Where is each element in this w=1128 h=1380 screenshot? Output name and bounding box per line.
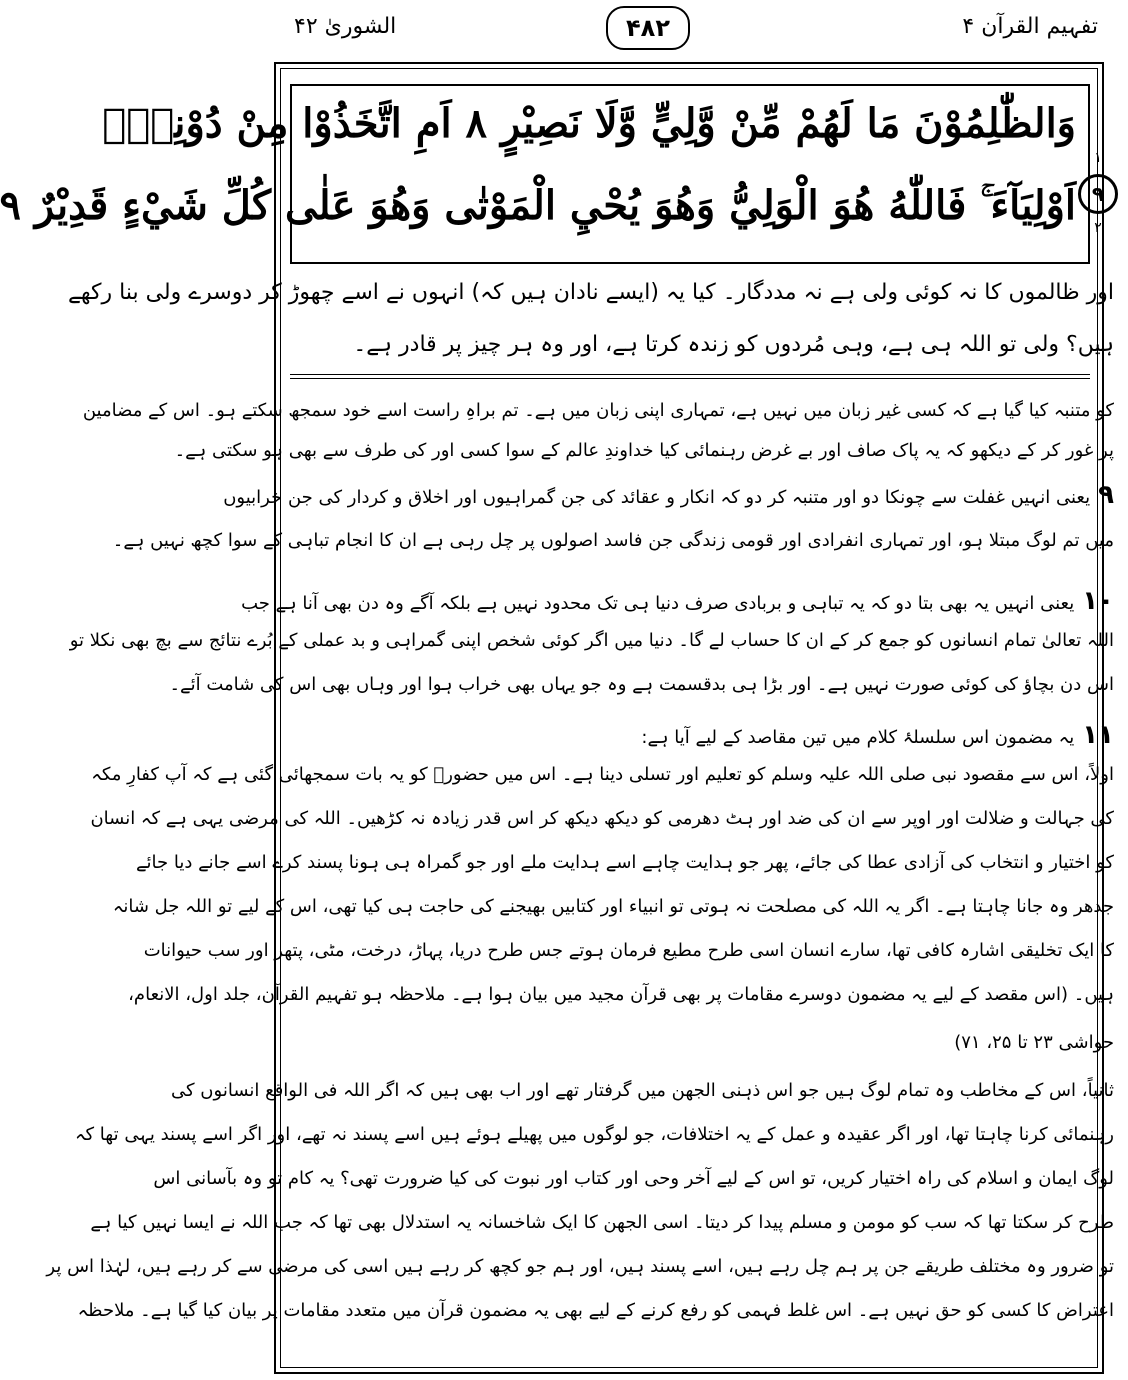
note-10-line bbox=[241, 586, 1114, 616]
note-line: جدھر وہ جانا چاہتا ہے۔ اگر یہ اللہ کی مصلحت نہ ہوتی تو انبیاء اور کتابیں بھیجنے کی حاجت ہی کیا تھی، اس کے لیے تو اللہ جل شانہ bbox=[112, 896, 1114, 917]
note-line: تو ضرور وہ مختلف طریقے جن پر ہم چل رہے ہیں، اسے پسند ہیں، اور ہم جو کچھ کر رہے ہیں اسی کی مرضی سے کر رہے ہیں، لہٰذا اس پر bbox=[46, 1256, 1114, 1277]
note-11-text: یہ مضمون اس سلسلۂ کلام میں تین مقاصد کے لیے آیا ہے: bbox=[641, 727, 1075, 748]
note-9-marker: ۹ bbox=[1098, 480, 1114, 510]
note-line: میں تم لوگ مبتلا ہو، اور تمہاری انفرادی اور قومی زندگی جن فاسد اصولوں پر چل رہی ہے ان کا انجام تباہی کے سوا کچھ نہیں ہے۔ bbox=[112, 530, 1114, 551]
note-line: رہنمائی کرنا چاہتا تھا، اور اگر عقیدہ و عمل کے یہ اختلافات، جو لوگوں میں پھیلے ہوئے ہیں اسے پسند نہ تھے، اور اگر اسے پسند یہی تھا کہ bbox=[74, 1124, 1114, 1145]
note-11-line bbox=[342, 720, 1114, 750]
note-line: حواشی ۲۳ تا ۲۵، ۷۱) bbox=[954, 1032, 1114, 1053]
note-line: ہیں۔ (اس مقصد کے لیے یہ مضمون دوسرے مقامات پر بھی قرآن مجید میں بیان ہوا ہے۔ ملاحظہ ہو تفہیم القرآن، جلد اول، الانعام، bbox=[128, 984, 1114, 1005]
translation-line: اور ظالموں کا نہ کوئی ولی ہے نہ مددگار۔ کیا یہ (ایسے نادان ہیں کہ) انہوں نے اسے چھوڑ کر دوسرے ولی بنا رکھے bbox=[68, 280, 1114, 305]
divider bbox=[290, 378, 1090, 379]
note-9-line bbox=[223, 480, 1114, 510]
note-line: طرح کر سکتا تھا کہ سب کو مومن و مسلم پیدا کر دیتا۔ اسی الجھن کا ایک شاخسانہ یہ استدلال بھی تھا کہ جب اللہ نے ایسا نہیں کیا ہے bbox=[90, 1212, 1114, 1233]
note-line: اس دن بچاؤ کی کوئی صورت نہیں ہے۔ اور بڑا ہی بدقسمت ہے وہ جو یہاں بھی خراب ہوا اور وہاں بھی اس کی شامت آئے۔ bbox=[169, 674, 1114, 695]
note-line: پر غور کر کے دیکھو کہ یہ پاک صاف اور بے غرض رہنمائی کیا خداوندِ عالم کے سوا کسی اور کی طرف سے بھی ہو سکتی ہے۔ bbox=[174, 440, 1114, 461]
note-line: اعتراض کا کسی کو حق نہیں ہے۔ اس غلط فہمی کو رفع کرنے کے لیے بھی یہ مضمون قرآن میں متعدد مقامات پر بیان کیا گیا ہے۔ ملاحظہ bbox=[77, 1300, 1114, 1321]
page-number: ۴۸۲ bbox=[606, 6, 690, 50]
note-line: ثانیاً، اس کے مخاطب وہ تمام لوگ ہیں جو اس ذہنی الجھن میں گرفتار تھے اور اب بھی ہیں کہ اگر اللہ فی الواقع انسانوں کی bbox=[171, 1080, 1114, 1101]
note-11-marker: ۱۱ bbox=[1082, 720, 1114, 750]
ruku-bottom-number: ۲ bbox=[1094, 220, 1102, 236]
page-header bbox=[264, 0, 1128, 56]
book-title: تفہیم القرآن ۴ bbox=[962, 14, 1098, 39]
ayah-box bbox=[0, 84, 1090, 264]
note-line: کو اختیار و انتخاب کی آزادی عطا کی جائے، پھر جو ہدایت چاہے اسے ہدایت ملے اور جو گمراہ ہی ہونا پسند کرے اسے جانے دیا جائے bbox=[135, 852, 1114, 873]
ayah-line-1: وَالظّٰلِمُوْنَ مَا لَهُمْ مِّنْ وَّلِيٍّ وَّلَا نَصِيْرٍ ۸ اَمِ اتَّخَذُوْا مِنْ دُوْنِهٖٓ bbox=[102, 100, 1076, 147]
note-line: اولاً، اس سے مقصود نبی صلی اللہ علیہ وسلم کو تعلیم اور تسلی دینا ہے۔ اس میں حضورؐ کو یہ بات سمجھائی گئی ہے کہ آپ کفارِ مکہ bbox=[91, 764, 1114, 785]
note-line: کو متنبہ کیا گیا ہے کہ کسی غیر زبان میں نہیں ہے، تمہاری اپنی زبان میں ہے۔ تم براہِ راست اسے خود سمجھ سکتے ہو۔ اس کے مضامین bbox=[82, 400, 1114, 421]
ruku-top-number: ۱ bbox=[1094, 150, 1102, 166]
note-10-marker: ۱۰ bbox=[1082, 586, 1114, 616]
surah-reference: الشوریٰ ۴۲ bbox=[294, 14, 397, 39]
note-9-text: یعنی انہیں غفلت سے چونکا دو اور متنبہ کر دو کہ انکار و عقائد کی جن گمراہیوں اور اخلاق و کردار کی جن خرابیوں bbox=[223, 487, 1091, 508]
ayah-line-2: اَوْلِيَآءَ ۚ فَاللّٰهُ هُوَ الْوَلِيُّ وَهُوَ يُحْيِ الْمَوْتٰى وَهُوَ عَلٰى كُلِّ شَيْءٍ قَدِيْرٌ ۹ bbox=[0, 182, 1076, 229]
note-10-text: یعنی انہیں یہ بھی بتا دو کہ یہ تباہی و بربادی صرف دنیا ہی تک محدود نہیں ہے بلکہ آگے وہ دن بھی آنا ہے جب bbox=[241, 593, 1075, 614]
note-line: کا ایک تخلیقی اشارہ کافی تھا، سارے انسان اسی طرح مطیع فرمان ہوتے جس طرح دریا، پہاڑ، درخت، مٹی، پتھر اور سب حیوانات bbox=[143, 940, 1114, 961]
note-line: اللہ تعالیٰ تمام انسانوں کو جمع کر کے ان کا حساب لے گا۔ دنیا میں اگر کوئی شخص اپنی گمراہی و بد عملی کے بُرے نتائج سے بچ بھی نکلا تو bbox=[69, 630, 1114, 651]
note-line: کی جہالت و ضلالت اور اوپر سے ان کی ضد اور ہٹ دھرمی کو دیکھ دیکھ کر اس قدر زیادہ نہ کڑھیں۔ اللہ کی مرضی یہی ہے کہ انسان bbox=[90, 808, 1114, 829]
ruku-marker bbox=[1072, 150, 1124, 246]
note-line: لوگ ایمان و اسلام کی راہ اختیار کریں، تو اس کے لیے آخر وحی اور کتاب اور نبوت کی کیا ضرورت تھی؟ یہ کام تو وہ بآسانی اس bbox=[153, 1168, 1114, 1189]
divider bbox=[290, 374, 1090, 375]
ruku-number: ۹ bbox=[1078, 174, 1118, 214]
translation-line: ہیں؟ ولی تو اللہ ہی ہے، وہی مُردوں کو زندہ کرتا ہے، اور وہ ہر چیز پر قادر ہے۔ bbox=[353, 332, 1114, 357]
